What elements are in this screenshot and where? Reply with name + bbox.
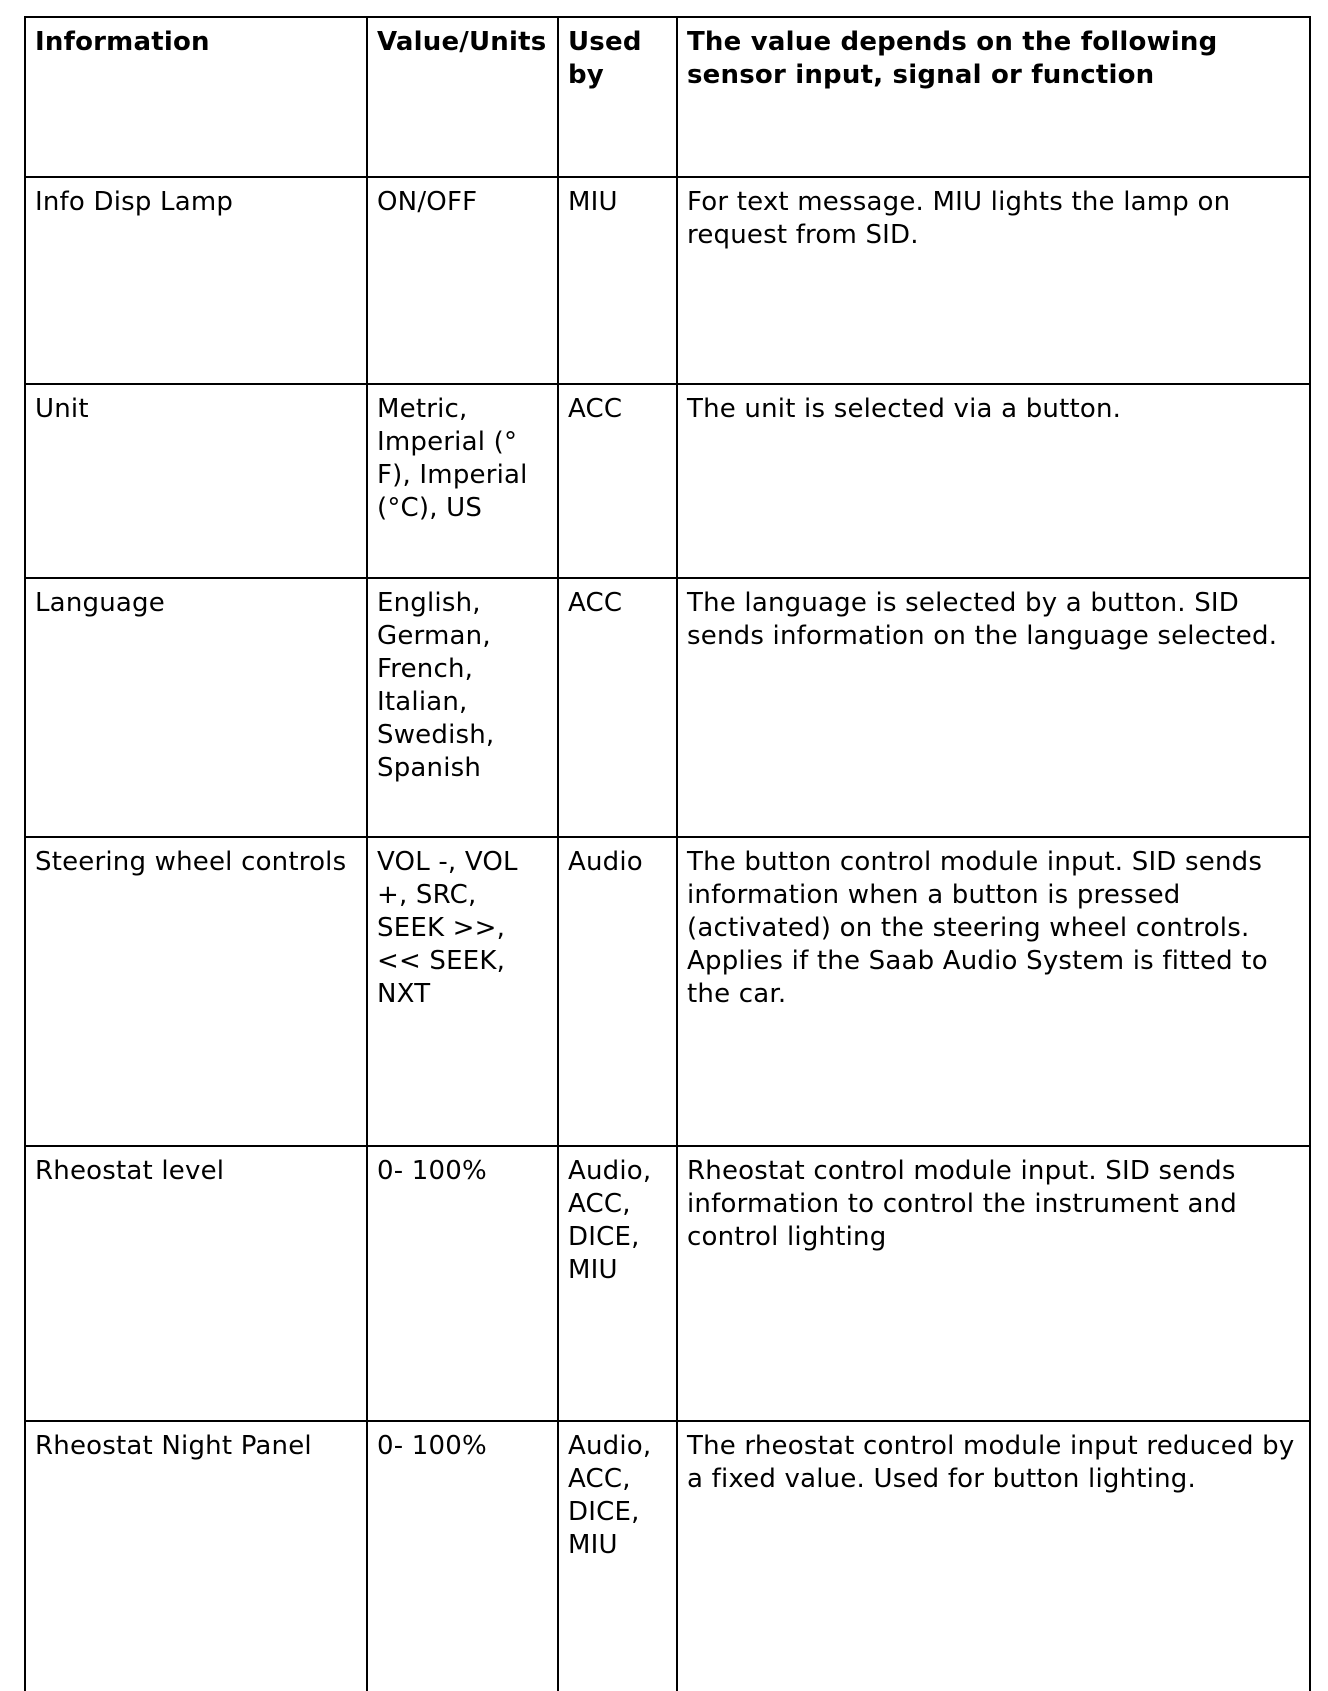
cell-depends-on: The rheostat control module input reduced by a fixed value. Used for button lighting. — [677, 1421, 1310, 1691]
header-depends-on: The value depends on the following sensor input, signal or function — [677, 17, 1310, 177]
cell-used-by: Audio — [558, 837, 677, 1146]
cell-value-units: Metric, Imperial (° F), Imperial (°C), US — [367, 384, 558, 578]
table-row — [25, 384, 1310, 578]
cell-depends-on: The unit is selected via a button. — [677, 384, 1310, 578]
cell-information: Steering wheel controls — [25, 837, 367, 1146]
cell-value-units: 0- 100% — [367, 1421, 558, 1691]
cell-used-by: ACC — [558, 384, 677, 578]
table-row — [25, 837, 1310, 1146]
table-row — [25, 578, 1310, 837]
table-row — [25, 1421, 1310, 1691]
cell-depends-on: Rheostat control module input. SID sends information to control the instrument and control lighting — [677, 1146, 1310, 1421]
header-used-by: Used by — [558, 17, 677, 177]
cell-depends-on: For text message. MIU lights the lamp on request from SID. — [677, 177, 1310, 384]
table-header-row — [25, 17, 1310, 177]
cell-used-by: ACC — [558, 578, 677, 837]
header-information: Information — [25, 17, 367, 177]
table-row — [25, 1146, 1310, 1421]
cell-depends-on: The button control module input. SID sends information when a button is pressed (activated) on the steering wheel controls. Applies if the Saab Audio System is fitted to the car. — [677, 837, 1310, 1146]
cell-value-units: English, German, French, Italian, Swedish, Spanish — [367, 578, 558, 837]
cell-used-by: MIU — [558, 177, 677, 384]
cell-information: Unit — [25, 384, 367, 578]
cell-value-units: 0- 100% — [367, 1146, 558, 1421]
header-value-units: Value/Units — [367, 17, 558, 177]
cell-information: Info Disp Lamp — [25, 177, 367, 384]
cell-used-by: Audio, ACC, DICE, MIU — [558, 1421, 677, 1691]
sensor-info-table — [24, 16, 1311, 1691]
table-row — [25, 177, 1310, 384]
cell-information: Rheostat level — [25, 1146, 367, 1421]
cell-depends-on: The language is selected by a button. SID sends information on the language selected. — [677, 578, 1310, 837]
cell-used-by: Audio, ACC, DICE, MIU — [558, 1146, 677, 1421]
cell-information: Language — [25, 578, 367, 837]
cell-value-units: ON/OFF — [367, 177, 558, 384]
cell-value-units: VOL -, VOL +, SRC, SEEK >>, << SEEK, NXT — [367, 837, 558, 1146]
cell-information: Rheostat Night Panel — [25, 1421, 367, 1691]
